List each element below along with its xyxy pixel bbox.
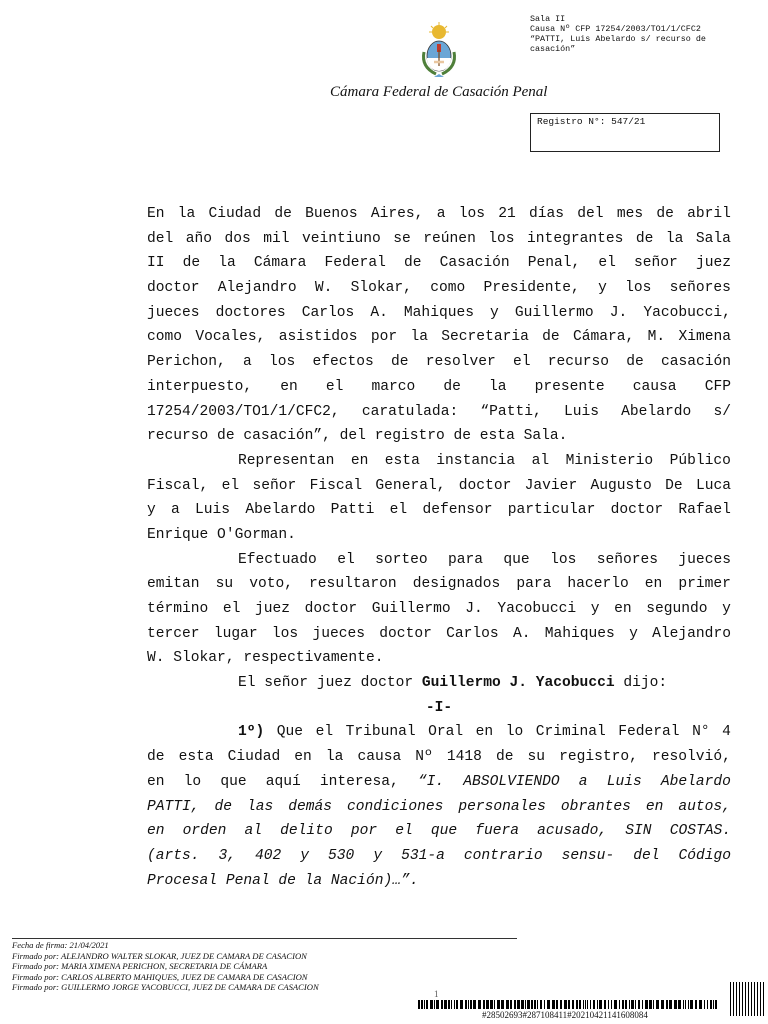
word: Yacobucci: [497, 601, 577, 617]
word: y: [373, 847, 383, 864]
signature-line: Firmado por: GUILLERMO JORGE YACOBUCCI, JUEZ DE CAMARA DE CASACION: [12, 982, 319, 993]
word: doctores: [215, 304, 286, 321]
word: voto,: [249, 576, 293, 593]
registro-number: Registro N°: 547/21: [537, 116, 646, 127]
word: y: [598, 280, 607, 297]
word: de: [443, 378, 461, 395]
word: en: [644, 576, 663, 593]
word: Ximena: [678, 329, 731, 346]
word: el: [222, 601, 241, 617]
word: Yacobucci,: [643, 304, 731, 321]
word: W.: [314, 280, 333, 297]
vote-suffix: dijo:: [623, 675, 668, 692]
word: Oral: [428, 724, 464, 741]
word: de: [542, 329, 560, 346]
word: sorteo: [375, 551, 428, 568]
word: registro,: [559, 749, 638, 766]
word: sensu-: [561, 847, 615, 864]
word: que: [503, 551, 530, 568]
justified-line: [147, 474, 731, 499]
word: Luis: [195, 502, 231, 519]
signature-divider: [12, 938, 517, 939]
justified-line: [147, 819, 731, 844]
word: CFP: [704, 378, 731, 395]
word: el: [395, 823, 413, 840]
paragraph-4-quote: [147, 795, 731, 869]
word: Cámara: [253, 255, 307, 272]
word: designados: [412, 576, 501, 593]
word: al: [531, 452, 550, 469]
word: Fiscal: [309, 477, 363, 494]
word: abril: [687, 206, 731, 222]
word: Ciudad: [227, 749, 281, 766]
word: en: [645, 798, 664, 815]
word: contrario: [463, 847, 543, 864]
word: de: [391, 354, 409, 371]
word: doctor: [147, 280, 200, 297]
word: los: [488, 230, 515, 247]
word: de: [635, 230, 654, 247]
word: N°: [692, 724, 710, 741]
word: señores: [596, 551, 659, 568]
word: A.: [512, 625, 531, 642]
paragraph-4-first-line: [147, 720, 731, 745]
coat-of-arms-icon: [418, 22, 460, 78]
justified-line: [147, 597, 731, 622]
word: Cámara,: [573, 329, 635, 346]
word: causa: [632, 378, 677, 395]
word: lo: [505, 724, 524, 741]
word: en: [147, 823, 165, 840]
word: resolvió,: [652, 749, 731, 766]
word: lo: [183, 773, 202, 790]
page-number: 1: [434, 989, 439, 999]
word: resultaron: [309, 576, 397, 593]
word: la: [410, 329, 428, 346]
word: M.: [647, 329, 666, 346]
word: señor: [252, 477, 297, 494]
word: y: [490, 304, 499, 321]
word: para: [448, 551, 484, 568]
word: Federal: [618, 724, 680, 741]
word: 3,: [218, 847, 237, 864]
word: presente: [534, 378, 605, 395]
word: Criminal: [535, 724, 606, 741]
word: jueces: [312, 625, 366, 642]
word: jueces: [147, 304, 200, 321]
case-sala: Sala II: [530, 14, 566, 24]
word: el: [325, 378, 344, 395]
word: Carlos: [446, 625, 499, 642]
justified-line: [147, 548, 731, 573]
word: causa: [357, 749, 402, 766]
word: segundo: [646, 601, 708, 617]
word: 1418: [446, 749, 482, 766]
word: J.: [465, 601, 483, 617]
word: 4: [722, 724, 731, 741]
word: doctor: [379, 625, 432, 642]
word: de: [495, 749, 514, 766]
word: 530: [328, 847, 355, 864]
justified-line: [147, 572, 731, 597]
paragraph-1-last-line: recurso de casación”, del registro de esta Sala.: [147, 428, 568, 445]
word: el: [221, 477, 240, 494]
word: caratulada:: [361, 403, 459, 420]
word: integrantes: [527, 230, 624, 247]
word: delito: [280, 823, 333, 840]
word: Fiscal,: [147, 477, 209, 494]
barcode-icon: [418, 1000, 718, 1009]
word: su: [527, 749, 546, 766]
word: Perichon,: [147, 354, 226, 371]
word: Buenos: [305, 206, 358, 222]
word: para: [516, 576, 552, 593]
word: Luis: [606, 773, 642, 790]
justified-line: [147, 251, 731, 276]
word: Luca: [695, 477, 731, 494]
word: reúnen: [423, 230, 476, 247]
word: como: [147, 329, 183, 346]
word: casación: [660, 354, 731, 371]
justified-line: [147, 449, 731, 474]
word: II: [147, 255, 165, 272]
word: el: [598, 255, 616, 272]
word: mes: [616, 206, 644, 222]
document-body: [147, 202, 731, 893]
word: Público: [669, 452, 731, 469]
word: SIN: [625, 823, 652, 840]
registro-box: [530, 113, 720, 152]
paragraph-2-last-line: Enrique O'Gorman.: [147, 526, 296, 543]
word: Penal,: [527, 255, 581, 272]
word: Patti: [330, 502, 375, 519]
word: a: [171, 502, 180, 519]
justified-line: [147, 745, 731, 770]
case-caption-line2: casación”: [530, 44, 576, 54]
word: la: [177, 206, 196, 222]
word: 531-a: [401, 847, 445, 864]
word: se: [393, 230, 411, 247]
justified-line: [147, 325, 731, 350]
signature-line: Firmado por: CARLOS ALBERTO MAHIQUES, JUEZ DE CAMARA DE CASACION: [12, 971, 308, 982]
word: efectos: [312, 354, 374, 371]
case-caption-line1: “PATTI, Luis Abelardo s/ recurso de: [530, 34, 706, 44]
word: del: [147, 230, 174, 247]
signature-date: Fecha de firma: 21/04/2021: [12, 940, 109, 950]
justified-line: [147, 202, 731, 227]
word: interpuesto,: [147, 378, 253, 395]
word: demás: [288, 798, 333, 815]
signature-block: [12, 940, 319, 993]
word: los: [550, 551, 577, 568]
word: J.: [609, 304, 628, 321]
word: General,: [375, 477, 446, 494]
word: su: [215, 576, 234, 593]
word: Luis: [563, 403, 599, 420]
word: Secretaria: [441, 329, 529, 346]
word: 17254/2003/TO1/1/CFC2,: [147, 403, 340, 420]
word: primer: [678, 576, 731, 593]
paragraph-3-last-line: W. Slokar, respectivamente.: [147, 650, 384, 667]
word: en: [294, 749, 312, 766]
word: el: [389, 502, 408, 519]
word: instancia: [436, 452, 516, 469]
word: Efectuado: [238, 551, 317, 568]
word: mil: [263, 230, 290, 247]
word: marco: [371, 378, 416, 395]
court-name: Cámara Federal de Casación Penal: [330, 84, 548, 100]
word: en: [350, 452, 369, 469]
word: las: [247, 798, 274, 815]
word: al: [244, 823, 263, 840]
word: los: [269, 354, 296, 371]
word: y: [300, 847, 310, 864]
word: “I.: [417, 773, 445, 790]
word: (arts.: [147, 847, 200, 864]
case-number: Causa Nº CFP 17254/2003/TO1/1/CFC2: [530, 24, 701, 34]
word: veintiuno: [302, 230, 381, 247]
vote-prefix: El señor juez doctor: [238, 675, 414, 692]
word: Federal: [324, 255, 386, 272]
word: Presidente,: [483, 280, 580, 297]
word: Alejandro: [652, 625, 731, 642]
word: en: [475, 724, 494, 741]
word: doctor: [458, 477, 512, 494]
justified-line: [147, 276, 731, 301]
word: del: [633, 847, 660, 864]
word: Vocales,: [195, 329, 266, 346]
word: En: [147, 206, 165, 222]
vote-line: [147, 671, 731, 696]
word: en: [614, 601, 632, 617]
word: Guillermo: [371, 601, 451, 617]
word: Abelardo: [245, 502, 316, 519]
word: hacerlo: [567, 576, 629, 593]
paragraph-1: [147, 202, 731, 424]
word: año: [185, 230, 213, 247]
word: Alejandro: [217, 280, 297, 297]
word: que: [220, 773, 247, 790]
justified-line: [147, 227, 731, 252]
word: la: [488, 378, 507, 395]
word: 402: [255, 847, 282, 864]
word: y: [722, 601, 731, 617]
word: doctor: [610, 502, 664, 519]
word: Abelardo: [660, 773, 731, 790]
word: De: [665, 477, 683, 494]
justified-line: [147, 498, 731, 523]
word: los: [271, 625, 299, 642]
word: los: [625, 280, 652, 297]
vote-judge-name: Guillermo J. Yacobucci: [421, 675, 615, 692]
word: señores: [669, 280, 731, 297]
word: 21: [498, 206, 516, 222]
word: y: [590, 601, 600, 617]
word: Aires,: [370, 206, 424, 222]
word: tercer: [147, 625, 200, 642]
word: “Patti,: [480, 403, 542, 420]
word: resolver: [425, 354, 496, 371]
word: emitan: [147, 576, 200, 593]
word: de: [656, 206, 674, 222]
word: Código: [678, 847, 731, 864]
word: término: [147, 601, 209, 617]
section-mark: -I-: [425, 699, 453, 716]
word: a: [578, 773, 588, 790]
word: orden: [182, 823, 227, 840]
word: Sala: [695, 230, 731, 247]
word: Mahiques: [544, 625, 615, 642]
word: los: [458, 206, 485, 222]
word: interesa,: [319, 773, 399, 790]
word: la: [325, 749, 344, 766]
word: Javier: [524, 477, 578, 494]
word: Augusto: [590, 477, 652, 494]
word: de: [626, 354, 644, 371]
word: por: [350, 823, 378, 840]
word: en: [147, 773, 165, 790]
word: Representan: [238, 452, 335, 469]
word: esta: [384, 452, 420, 469]
word: de: [147, 749, 165, 766]
word: fuera: [475, 823, 520, 840]
word: dos: [224, 230, 251, 247]
word: Abelardo: [621, 403, 692, 420]
word: particular: [507, 502, 596, 519]
word: de: [214, 798, 233, 815]
case-header: [530, 14, 706, 54]
word: aquí: [265, 773, 301, 790]
word: a: [436, 206, 446, 222]
word: autos,: [678, 798, 731, 815]
word: que: [430, 823, 458, 840]
paragraph-4: [147, 745, 731, 770]
word: Rafael: [678, 502, 731, 519]
signature-line: Firmado por: ALEJANDRO WALTER SLOKAR, JUEZ DE CAMARA DE CASACION: [12, 950, 307, 961]
item-number: 1º): [238, 724, 265, 741]
word: esta: [178, 749, 214, 766]
justified-line: [147, 400, 731, 425]
word: por: [370, 329, 398, 346]
word: Carlos: [301, 304, 355, 321]
justified-line: [147, 301, 731, 326]
word: la: [218, 255, 236, 272]
word: jueces: [678, 551, 731, 568]
justified-line: [147, 375, 731, 400]
paragraph-4-last-line: Procesal Penal de la Nación)…”.: [147, 872, 419, 889]
justified-line: [147, 844, 731, 869]
word: lugar: [213, 625, 258, 642]
word: condiciones: [347, 798, 444, 815]
word: juez: [695, 255, 731, 272]
word: y: [147, 502, 156, 519]
paragraph-4-mixed-line: [147, 770, 731, 795]
word: el: [315, 724, 334, 741]
justified-line: [147, 795, 731, 820]
word: Tribunal: [345, 724, 416, 741]
barcode-vertical-icon: [730, 982, 764, 1016]
signature-line: Firmado por: MARIA XIMENA PERICHON, SECRETARIA DE CÁMARA: [12, 961, 268, 972]
word: Ciudad: [208, 206, 262, 222]
word: s/: [713, 403, 731, 420]
word: de: [274, 206, 292, 222]
word: PATTI,: [147, 798, 200, 815]
word: Nº: [415, 749, 433, 766]
word: Slokar,: [350, 280, 412, 297]
word: recurso: [547, 354, 610, 371]
justified-line: [147, 350, 731, 375]
word: y: [629, 625, 638, 642]
word: la: [665, 230, 684, 247]
word: a: [243, 354, 252, 371]
word: ABSOLVIENDO: [463, 773, 560, 790]
word: como: [430, 280, 466, 297]
word: del: [577, 206, 604, 222]
word: de: [182, 255, 201, 272]
word: personales: [458, 798, 546, 815]
word: señor: [634, 255, 678, 272]
word: Ministerio: [565, 452, 654, 469]
word: Que: [276, 724, 304, 741]
justified-line: [147, 622, 731, 647]
word: defensor: [422, 502, 493, 519]
word: A.: [370, 304, 388, 321]
word: asistidos: [278, 329, 358, 346]
barcode-text: #28502693#287108411#20210421141608084: [482, 1010, 648, 1020]
word: el: [337, 551, 355, 568]
word: Guillermo: [514, 304, 594, 321]
word: Casación: [439, 255, 510, 272]
word: el: [512, 354, 531, 371]
paragraph-3: [147, 548, 731, 647]
paragraph-2: [147, 449, 731, 523]
word: en: [280, 378, 298, 395]
word: COSTAS.: [669, 823, 731, 840]
word: acusado,: [537, 823, 608, 840]
word: obrantes: [560, 798, 631, 815]
word: de: [403, 255, 422, 272]
word: Mahiques: [403, 304, 474, 321]
word: doctor: [304, 601, 358, 617]
word: juez: [255, 601, 291, 617]
word: días: [529, 206, 565, 222]
